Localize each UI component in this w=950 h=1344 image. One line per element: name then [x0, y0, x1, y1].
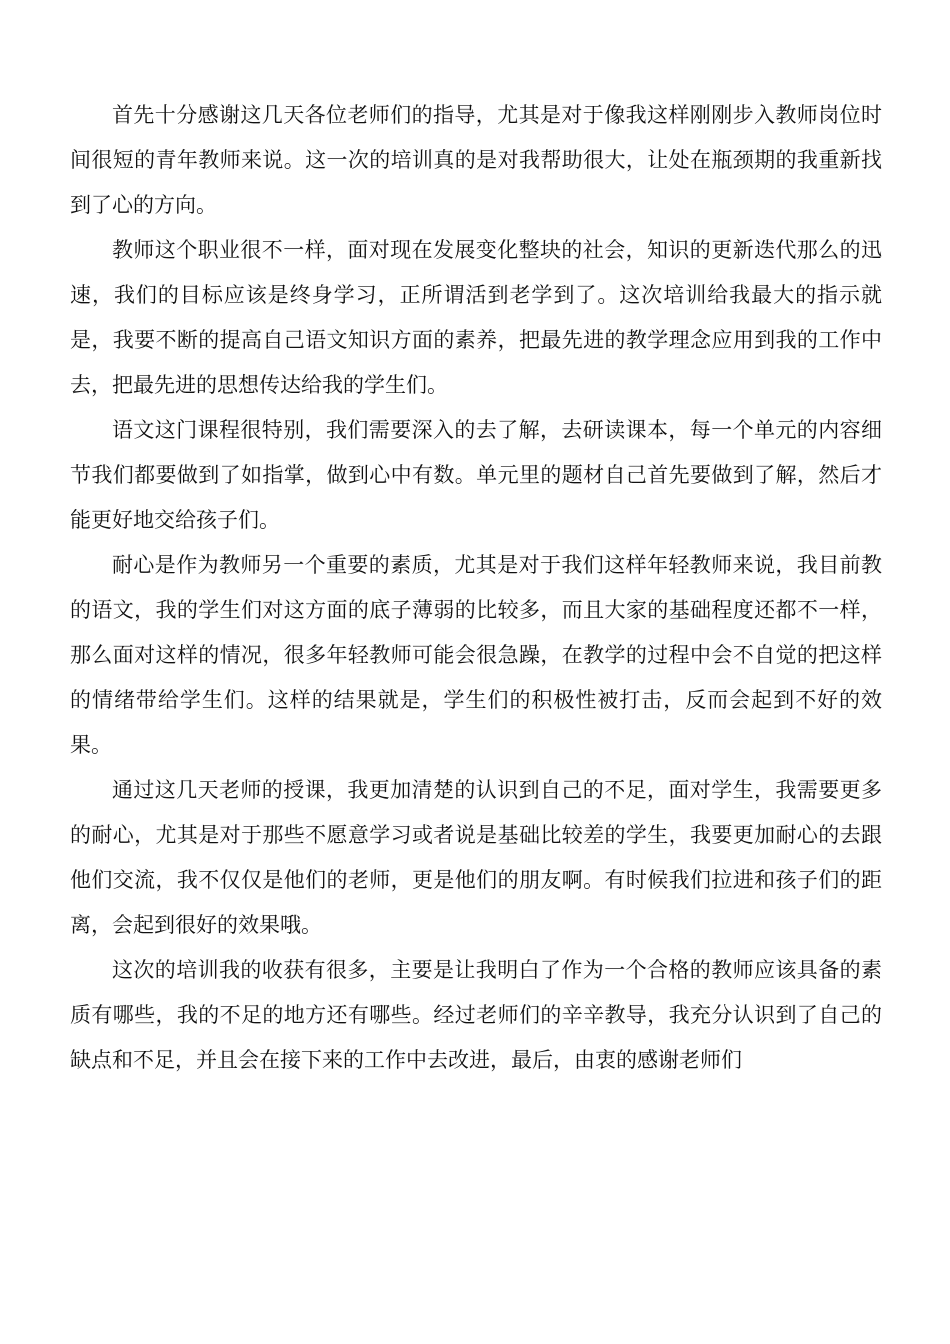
paragraph-gratitude: 首先十分感谢这几天各位老师们的指导，尤其是对于像我这样刚刚步入教师岗位时间很短的青年教师来说。这一次的培训真的是对我帮助很大，让处在瓶颈期的我重新找到了心的方向。 [70, 103, 882, 217]
paragraph-reflection: 通过这几天老师的授课，我更加清楚的认识到自己的不足，面对学生，我需要更多的耐心，尤其是对于那些不愿意学习或者说是基础比较差的学生，我要更加耐心的去跟他们交流，我不仅仅是他们的老师，更是他们的朋友啊。有时候我们拉进和孩子们的距离，会起到很好的效果哦。 [70, 778, 882, 937]
paragraph-summary: 这次的培训我的收获有很多，主要是让我明白了作为一个合格的教师应该具备的素质有哪些，我的不足的地方还有哪些。经过老师们的辛辛教导，我充分认识到了自己的缺点和不足，并且会在接下来的工作中去改进，最后，由衷的感谢老师们 [70, 958, 882, 1072]
paragraph-lifelong-learning: 教师这个职业很不一样，面对现在发展变化整块的社会，知识的更新迭代那么的迅速，我们的目标应该是终身学习，正所谓活到老学到了。这次培训给我最大的指示就是，我要不断的提高自己语文知识方面的素养，把最先进的教学理念应用到我的工作中去，把最先进的思想传达给我的学生们。 [70, 238, 882, 397]
paragraph-chinese-course: 语文这门课程很特别，我们需要深入的去了解，去研读课本，每一个单元的内容细节我们都要做到了如指掌，做到心中有数。单元里的题材自己首先要做到了解，然后才能更好地交给孩子们。 [70, 418, 882, 532]
document-body [70, 93, 882, 1083]
paragraph-patience: 耐心是作为教师另一个重要的素质，尤其是对于我们这样年轻教师来说，我目前教的语文，我的学生们对这方面的底子薄弱的比较多，而且大家的基础程度还都不一样，那么面对这样的情况，很多年轻教师可能会很急躁，在教学的过程中会不自觉的把这样的情绪带给学生们。这样的结果就是，学生们的积极性被打击，反而会起到不好的效果。 [70, 553, 882, 757]
